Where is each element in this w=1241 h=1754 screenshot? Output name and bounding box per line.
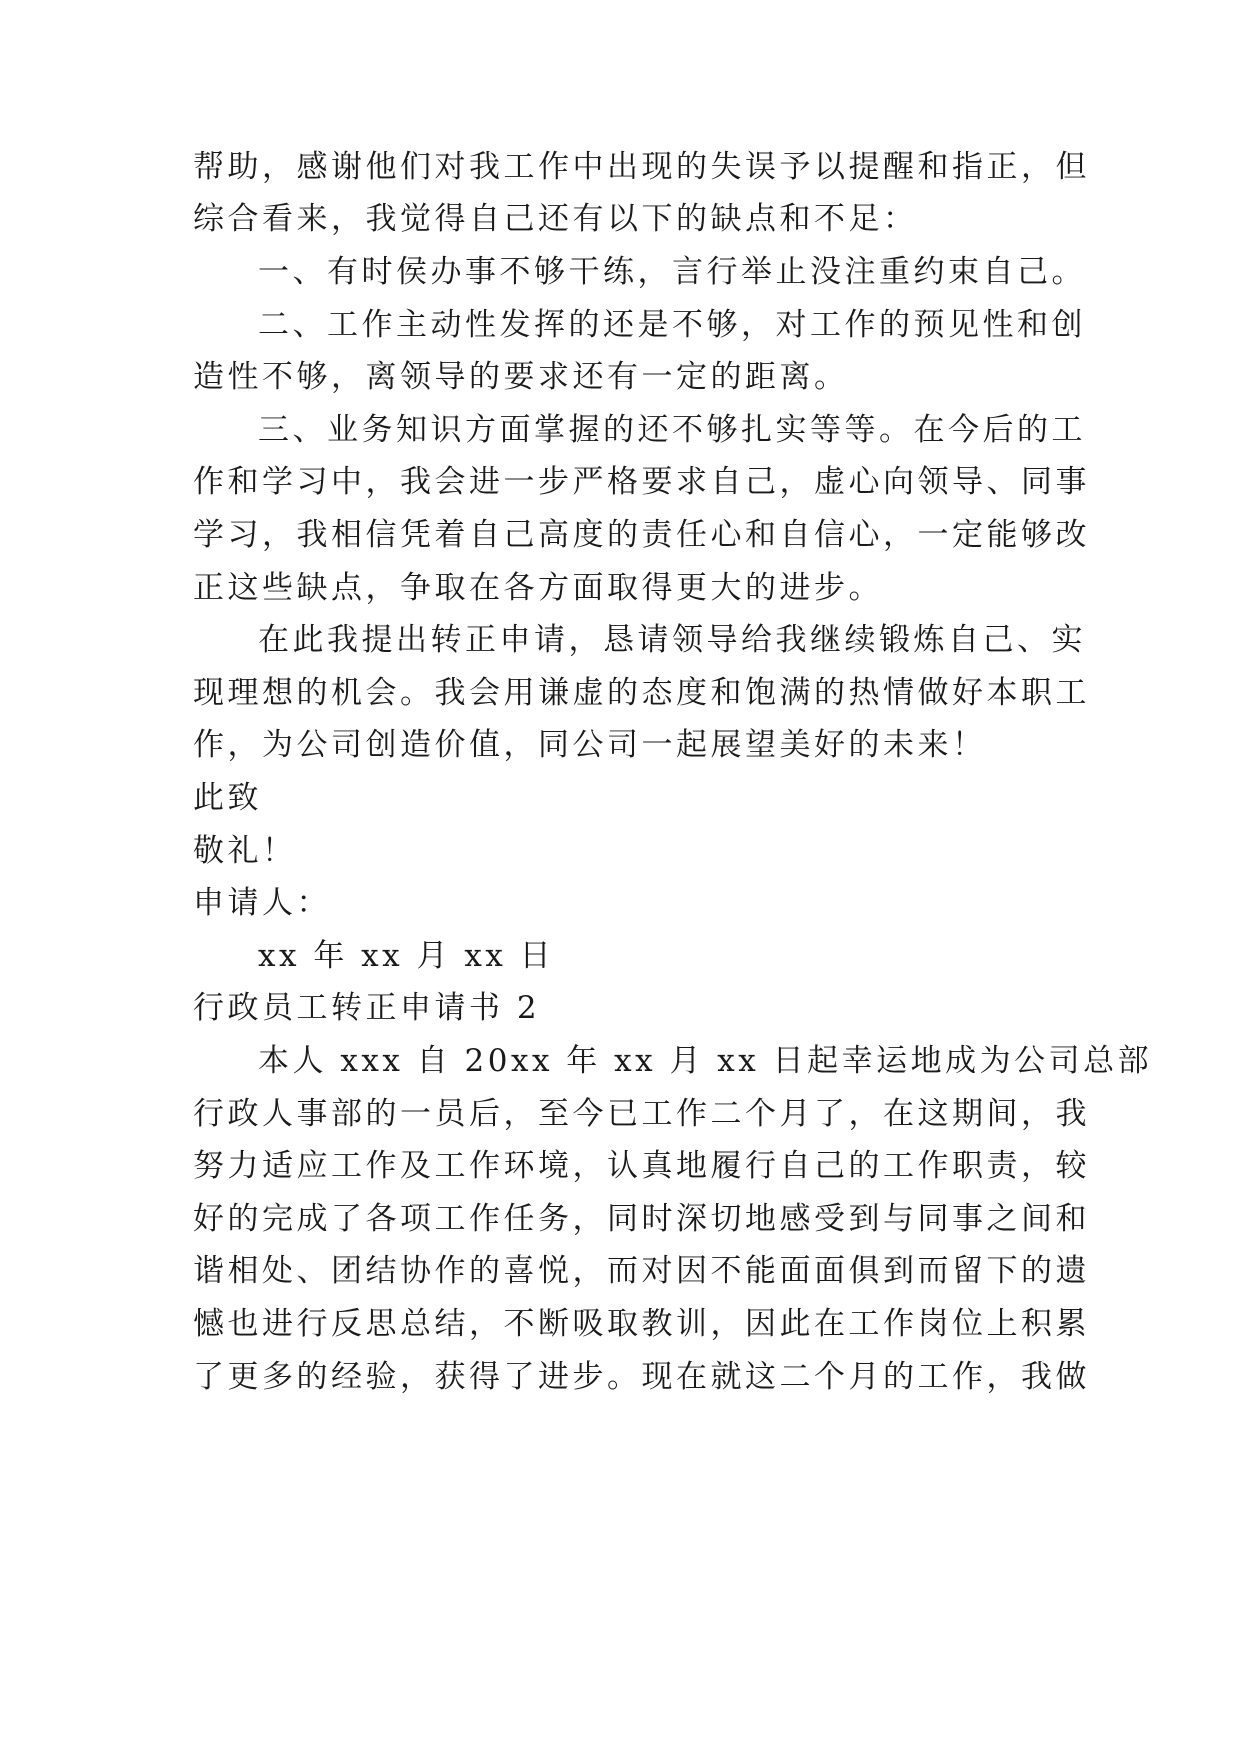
closing-salutation: 此致 <box>193 780 262 816</box>
date-line: xx 年 xx 月 xx 日 <box>258 938 555 974</box>
text-line: 了更多的经验，获得了进步。现在就这二个月的工作，我做 <box>193 1359 1090 1395</box>
paragraph-start: 在此我提出转正申请，恳请领导给我继续锻炼自己、实 <box>258 622 1086 658</box>
applicant-label: 申请人： <box>193 885 331 921</box>
text-line: 好的完成了各项工作任务，同时深切地感受到与同事之间和 <box>193 1201 1090 1237</box>
text-line: 正这些缺点，争取在各方面取得更大的进步。 <box>193 570 883 606</box>
text-line: 行政人事部的一员后，至今已工作二个月了，在这期间，我 <box>193 1096 1090 1132</box>
text-line: 综合看来，我觉得自己还有以下的缺点和不足： <box>193 201 918 237</box>
list-item: 二、工作主动性发挥的还是不够，对工作的预见性和创 <box>258 307 1086 343</box>
text-line: 作和学习中，我会进一步严格要求自己，虚心向领导、同事 <box>193 464 1090 500</box>
text-line: 努力适应工作及工作环境，认真地履行自己的工作职责，较 <box>193 1148 1090 1184</box>
list-item: 一、有时侯办事不够干练，言行举止没注重约束自己。 <box>258 254 1086 290</box>
closing-regards: 敬礼！ <box>193 833 297 869</box>
text-line: 现理想的机会。我会用谦虚的态度和饱满的热情做好本职工 <box>193 675 1090 711</box>
paragraph-start: 本人 xxx 自 20xx 年 xx 月 xx 日起幸运地成为公司总部 <box>258 1043 1153 1079</box>
text-line: 帮助，感谢他们对我工作中出现的失误予以提醒和指正，但 <box>193 149 1090 185</box>
text-line: 谐相处、团结协作的喜悦，而对因不能面面俱到而留下的遗 <box>193 1253 1090 1289</box>
list-item: 三、业务知识方面掌握的还不够扎实等等。在今后的工 <box>258 412 1086 448</box>
text-line: 学习，我相信凭着自己高度的责任心和自信心，一定能够改 <box>193 517 1090 553</box>
text-line: 造性不够，离领导的要求还有一定的距离。 <box>193 359 849 395</box>
text-line: 作，为公司创造价值，同公司一起展望美好的未来！ <box>193 727 987 763</box>
text-line: 憾也进行反思总结，不断吸取教训，因此在工作岗位上积累 <box>193 1306 1090 1342</box>
section-title: 行政员工转正申请书 2 <box>193 990 541 1026</box>
